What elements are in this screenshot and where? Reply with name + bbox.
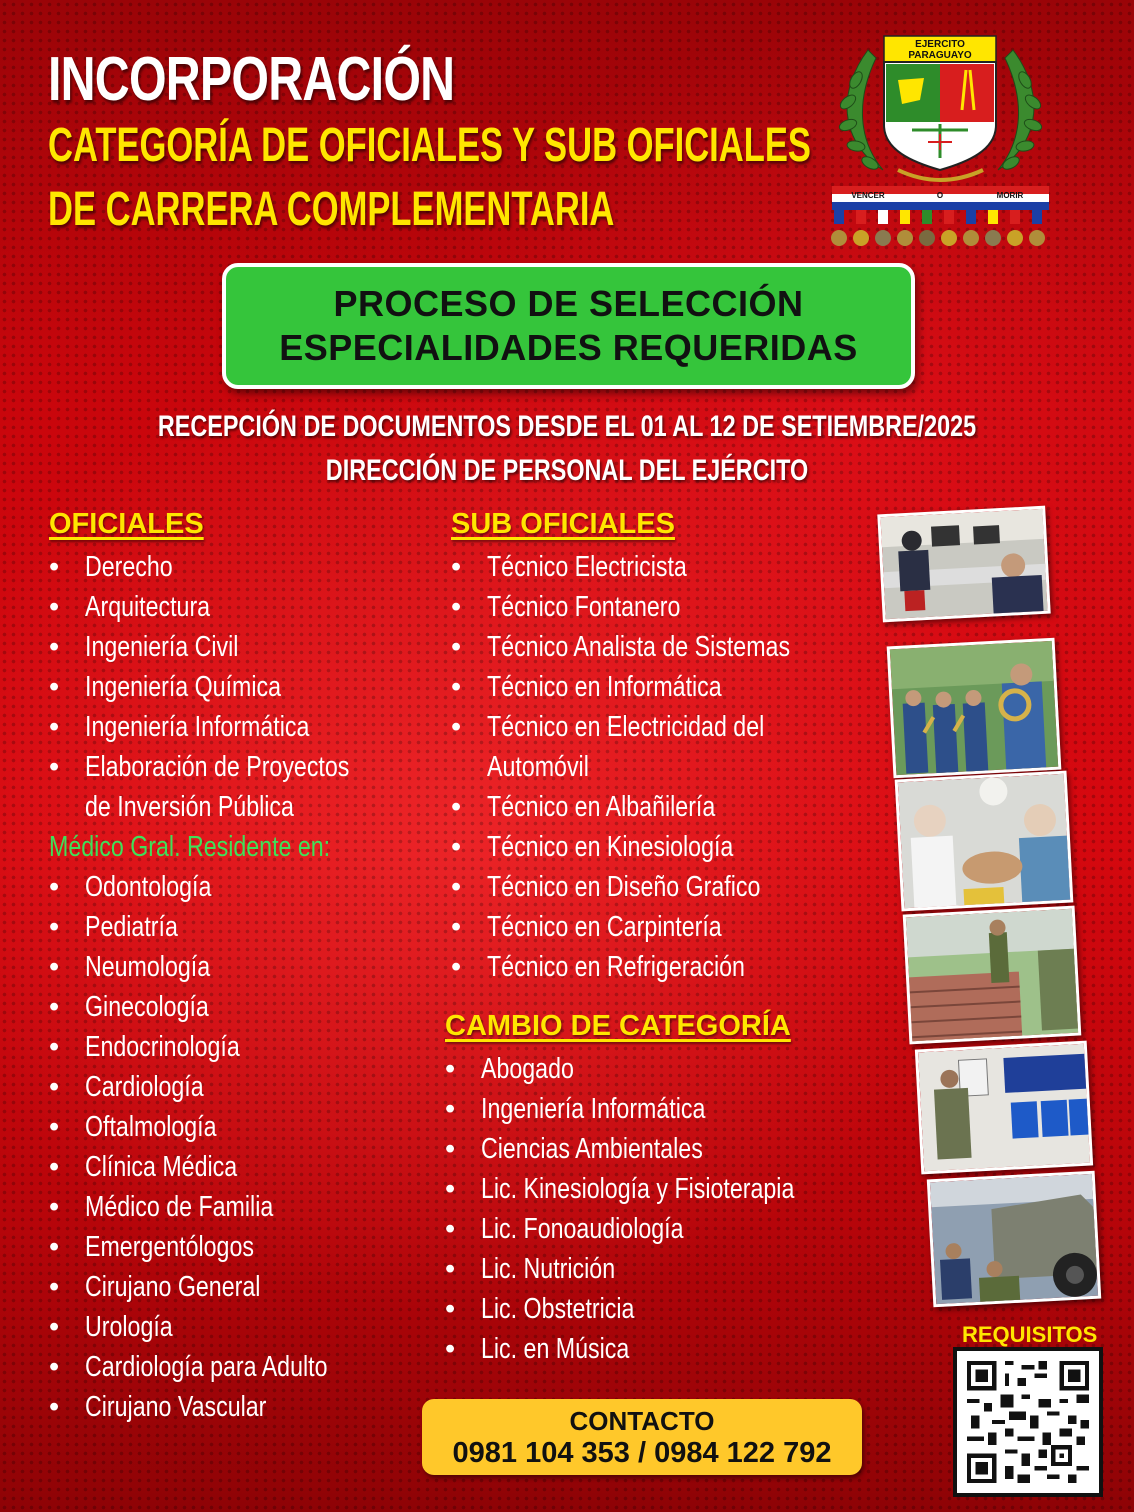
selection-box-line1: PROCESO DE SELECCIÓN bbox=[333, 283, 804, 324]
list-item: • Emergentólogos bbox=[49, 1231, 254, 1263]
oficiales-list bbox=[49, 547, 429, 827]
medico-heading: Médico Gral. Residente en: bbox=[49, 831, 331, 863]
medico-list bbox=[49, 867, 429, 1427]
list-item: • Cardiología bbox=[49, 1071, 204, 1103]
list-item: • Lic. en Música bbox=[445, 1333, 630, 1365]
reception-notice bbox=[0, 405, 1134, 493]
list-item: • Odontología bbox=[49, 871, 212, 903]
svg-text:PARAGUAYO: PARAGUAYO bbox=[908, 50, 972, 61]
list-item: • Elaboración de Proyectos bbox=[49, 751, 350, 783]
list-item: • Técnico en Kinesiología bbox=[451, 831, 734, 863]
list-item: • Técnico en Electricidad del bbox=[451, 711, 765, 743]
banner-left-text: VENCER bbox=[851, 191, 885, 200]
photo-computer-lab bbox=[877, 506, 1050, 623]
list-item: • Neumología bbox=[49, 951, 211, 983]
list-item: • Arquitectura bbox=[49, 591, 211, 623]
qr-code-graphic bbox=[967, 1361, 1089, 1483]
list-item: • Cirujano General bbox=[49, 1271, 261, 1303]
list-item: • Ingeniería Civil bbox=[49, 631, 239, 663]
list-item: • Oftalmología bbox=[49, 1111, 217, 1143]
list-item: • Técnico en Refrigeración bbox=[451, 951, 745, 983]
svg-text:EJERCITO: EJERCITO bbox=[915, 39, 965, 50]
oficiales-heading: OFICIALES bbox=[49, 508, 204, 540]
reception-line1: RECEPCIÓN DE DOCUMENTOS DESDE EL 01 AL 12 DE SETIEMBRE/2025 bbox=[157, 410, 977, 443]
banner-right-text: MORIR bbox=[996, 191, 1024, 200]
list-item: • Técnico Analista de Sistemas bbox=[451, 631, 791, 663]
sub-oficiales-list-block bbox=[451, 547, 851, 987]
qr-code-icon[interactable] bbox=[953, 1347, 1103, 1497]
page-subtitle-line1: CATEGORÍA DE OFICIALES Y SUB OFICIALES bbox=[48, 119, 811, 172]
sub-oficiales-list bbox=[451, 547, 851, 987]
list-item: • Lic. Kinesiología y Fisioterapia bbox=[445, 1173, 795, 1205]
contact-phones[interactable]: 0981 104 353 / 0984 122 792 bbox=[452, 1437, 832, 1469]
list-item: • Lic. Fonoaudiología bbox=[445, 1213, 684, 1245]
page-title: INCORPORACIÓN bbox=[48, 45, 455, 114]
photo-military-band bbox=[887, 638, 1062, 779]
list-item: • Pediatría bbox=[49, 911, 178, 943]
contact-label: CONTACTO bbox=[569, 1406, 715, 1436]
list-item: • Técnico en Albañilería bbox=[451, 791, 716, 823]
list-item: • Cirujano Vascular bbox=[49, 1391, 267, 1423]
list-item: • Ginecología bbox=[49, 991, 209, 1023]
list-item: • Endocrinología bbox=[49, 1031, 240, 1063]
list-item: • Derecho bbox=[49, 551, 173, 583]
contact-box bbox=[422, 1399, 862, 1475]
banner-middle-text: O bbox=[936, 191, 944, 200]
list-item: • Técnico Electricista bbox=[451, 551, 687, 583]
list-item: • Clínica Médica bbox=[49, 1151, 238, 1183]
cambio-categoria-heading: CAMBIO DE CATEGORÍA bbox=[445, 1010, 791, 1042]
requisitos-label: REQUISITOS bbox=[962, 1322, 1098, 1347]
list-item: • Técnico en Informática bbox=[451, 671, 722, 703]
list-item: • Cardiología para Adulto bbox=[49, 1351, 328, 1383]
list-item: • Médico de Familia bbox=[49, 1191, 274, 1223]
list-item: • Técnico Fontanero bbox=[451, 591, 681, 623]
sub-oficiales-heading: SUB OFICIALES bbox=[451, 508, 675, 540]
army-emblem bbox=[828, 30, 1053, 260]
cambio-categoria-list bbox=[445, 1049, 865, 1369]
list-item: • Técnico en Carpintería bbox=[451, 911, 722, 943]
list-item-continuation: Automóvil bbox=[487, 751, 589, 783]
list-item: • Lic. Obstetricia bbox=[445, 1293, 635, 1325]
cambio-categoria-list-block bbox=[445, 1049, 865, 1369]
selection-box-line2: ESPECIALIDADES REQUERIDAS bbox=[279, 327, 858, 368]
list-item: • Abogado bbox=[445, 1053, 574, 1085]
photo-vehicle-workshop bbox=[927, 1171, 1101, 1308]
photo-masonry bbox=[903, 906, 1082, 1045]
list-item: • Ingeniería Informática bbox=[49, 711, 310, 743]
army-emblem-graphic bbox=[828, 30, 1053, 260]
photo-electrical-panel bbox=[915, 1041, 1093, 1175]
list-item: • Ciencias Ambientales bbox=[445, 1133, 703, 1165]
list-item: • Ingeniería Química bbox=[49, 671, 282, 703]
reception-line2: DIRECCIÓN DE PERSONAL DEL EJÉRCITO bbox=[325, 454, 809, 487]
page-subtitle-line2: DE CARRERA COMPLEMENTARIA bbox=[48, 183, 615, 236]
list-item: • Lic. Nutrición bbox=[445, 1253, 616, 1285]
photo-dental-care bbox=[895, 771, 1074, 912]
oficiales-list-block bbox=[49, 547, 429, 1427]
list-item: • Urología bbox=[49, 1311, 173, 1343]
selection-process-box bbox=[222, 263, 915, 389]
list-item-continuation: de Inversión Pública bbox=[85, 791, 294, 823]
list-item: • Técnico en Diseño Grafico bbox=[451, 871, 761, 903]
list-item: • Ingeniería Informática bbox=[445, 1093, 706, 1125]
